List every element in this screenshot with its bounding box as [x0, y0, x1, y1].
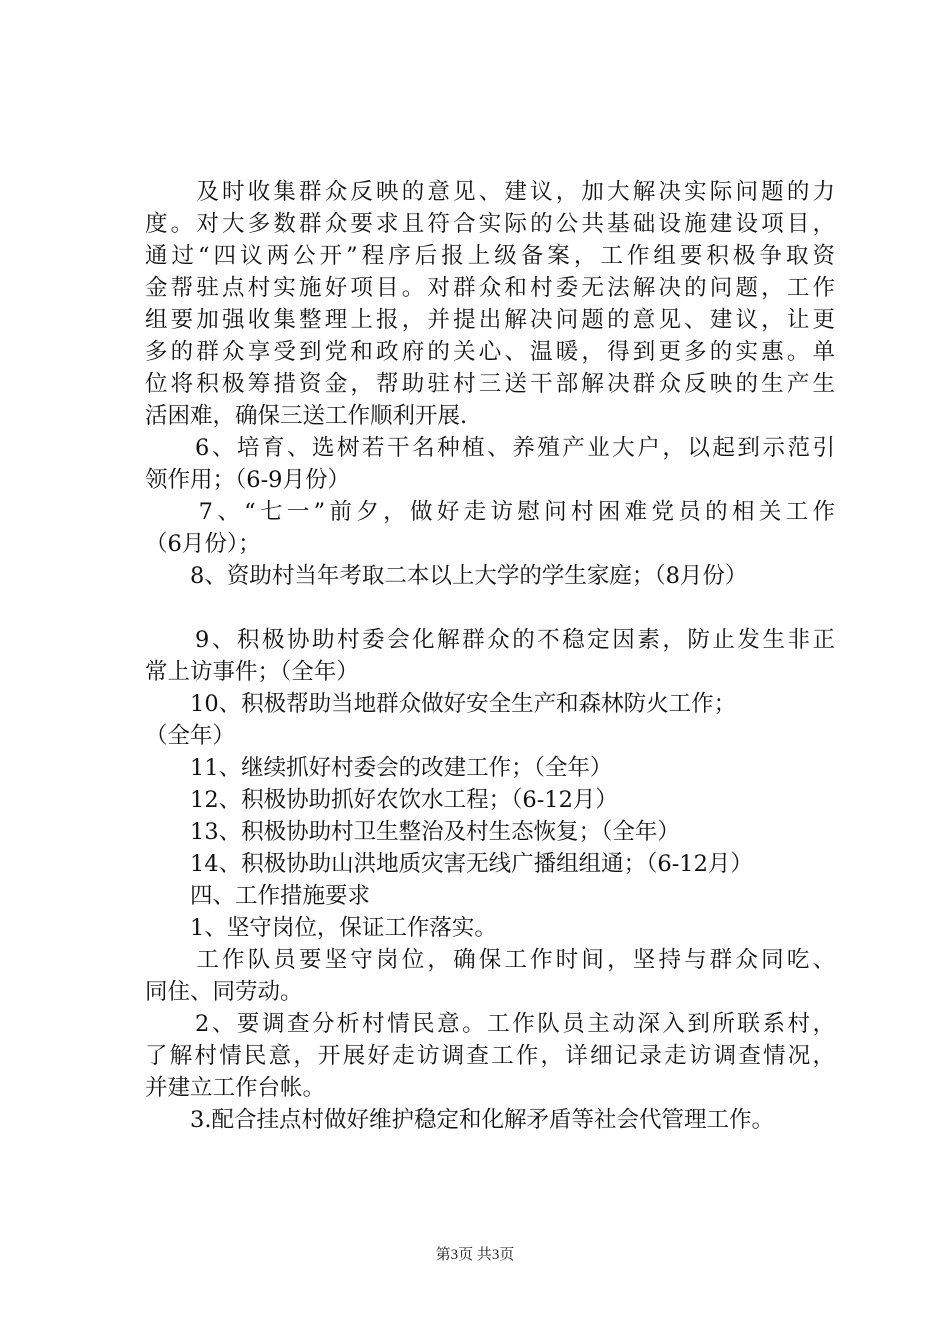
- paragraph-line: 及时收集群众反映的意见、建议，加大解决实际问题的力: [145, 179, 835, 205]
- paragraph-line: 活困难，确保三送工作顺利开展.: [145, 403, 468, 429]
- paragraph-line: 了解村情民意，开展好走访调查工作，详细记录走访调查情况，: [145, 1043, 835, 1069]
- section-heading: 四、工作措施要求: [145, 883, 371, 909]
- paragraph-line: 工作队员要坚守岗位，确保工作时间，坚持与群众同吃、: [145, 947, 835, 973]
- paragraph-line: 组要加强收集整理上报，并提出解决问题的意见、建议，让更: [145, 307, 835, 333]
- paragraph-line: 金帮驻点村实施好项目。对群众和村委无法解决的问题，工作: [145, 275, 835, 301]
- paragraph-line: 3.配合挂点村做好维护稳定和化解矛盾等社会代管理工作。: [145, 1107, 774, 1133]
- list-item-line: 6、培育、选树若干名种植、养殖产业大户，以起到示范引: [145, 435, 835, 461]
- list-item-line: （6月份）；: [145, 531, 261, 557]
- list-item-line: 11、继续抓好村委会的改建工作；（全年）: [145, 755, 613, 781]
- paragraph-line: 2、要调查分析村情民意。工作队员主动深入到所联系村，: [145, 1011, 835, 1037]
- list-item-line: 9、积极协助村委会化解群众的不稳定因素，防止发生非正: [145, 627, 835, 653]
- list-item-line: 常上访事件；（全年）: [145, 659, 359, 685]
- list-item-line: 7、“七一”前夕，做好走访慰问村困难党员的相关工作: [145, 499, 835, 525]
- paragraph-line: 多的群众享受到党和政府的关心、温暖，得到更多的实惠。单: [145, 339, 835, 365]
- list-item-line: 8、资助村当年考取二本以上大学的学生家庭；（8月份）: [145, 563, 748, 589]
- list-item-line: 12、积极协助抓好农饮水工程；（6-12月）: [145, 787, 618, 813]
- list-item-line: 领作用；（6-9月份）: [145, 467, 350, 493]
- list-item-line: 13、积极协助村卫生整治及村生态恢复；（全年）: [145, 819, 680, 845]
- page-footer: 第3页 共3页: [435, 1247, 515, 1263]
- paragraph-line: 度。对大多数群众要求且符合实际的公共基础设施建设项目，: [145, 211, 835, 237]
- list-item-line: 14、积极协助山洪地质灾害无线广播组组通；（6-12月）: [145, 851, 753, 877]
- paragraph-line: 并建立工作台帐。: [145, 1075, 326, 1101]
- paragraph-line: 位将积极筹措资金，帮助驻村三送干部解决群众反映的生产生: [145, 371, 835, 397]
- paragraph-line: 通过“四议两公开”程序后报上级备案，工作组要积极争取资: [145, 243, 835, 269]
- list-item-line: （全年）: [145, 723, 236, 749]
- subsection-heading: 1、坚守岗位，保证工作落实。: [145, 915, 497, 941]
- paragraph-line: 同住、同劳动。: [145, 979, 303, 1005]
- list-item-line: 10、积极帮助当地群众做好安全生产和森林防火工作；: [145, 691, 737, 717]
